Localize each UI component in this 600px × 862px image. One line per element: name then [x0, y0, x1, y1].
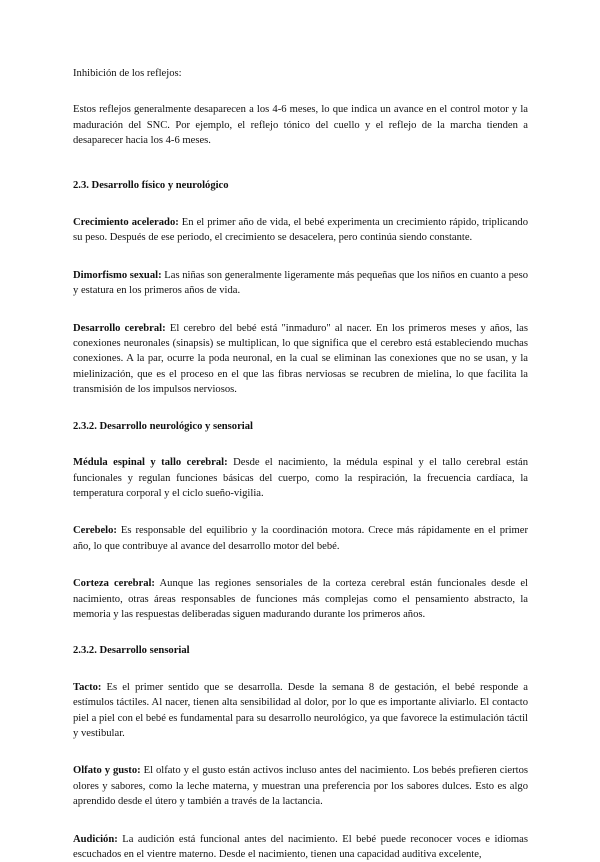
document-page: [73, 66, 528, 862]
term-crecimiento: Crecimiento acelerado:: [73, 217, 179, 229]
text-desarrollo-cerebral: El cerebro del bebé está "inmaduro" al nacer. En los primeros meses y años, las conexiones neuronales (sinapsis) se multiplican, lo que significa que el cerebro está estableciendo muchas conexiones. A la par, ocurre la poda neuronal, en la cual se eliminan las conexiones que no se usan, y la mielinización, que es el proceso en el que las fibras nerviosas se recubren de mielina, lo que facilita la transmisión de los impulsos nerviosos.: [73, 322, 529, 396]
paragraph-olfato: [73, 763, 528, 809]
term-dimorfismo: Dimorfismo sexual:: [73, 269, 162, 281]
term-corteza: Corteza cerebral:: [73, 578, 155, 590]
term-olfato: Olfato y gusto:: [73, 765, 141, 777]
text-olfato: El olfato y el gusto están activos incluso antes del nacimiento. Los bebés prefieren ciertos olores y sabores, como la leche materna, y muestran una preferencia por los sabores dulces. Esto es algo aprendido desde el útero y también a través de la lactancia.: [73, 765, 528, 808]
term-audicion: Audición:: [73, 833, 118, 845]
term-desarrollo-cerebral: Desarrollo cerebral:: [73, 322, 166, 334]
text-dimorfismo: Las niñas son generalmente ligeramente más pequeñas que los niños en cuanto a peso y estatura en los primeros años de vida.: [73, 269, 528, 297]
term-tacto: Tacto:: [73, 681, 102, 693]
paragraph-cerebelo: [73, 523, 528, 554]
paragraph-audicion: [73, 832, 528, 862]
intro-label: Inhibición de los reflejos:: [73, 68, 182, 79]
paragraph-tacto: [73, 680, 528, 742]
paragraph-crecimiento: [73, 215, 528, 246]
paragraph-desarrollo-cerebral: [73, 321, 528, 398]
paragraph-corteza: [73, 576, 528, 622]
text-corteza: Aunque las regiones sensoriales de la corteza cerebral están funcionales desde el nacimiento, otras áreas responsables de funciones más complejas como el pensamiento abstracto, la memoria y las respuestas deliberadas siguen madurando durante los primeros años.: [73, 578, 528, 620]
paragraph-dimorfismo: [73, 268, 528, 299]
section-heading-neuro: 2.3.2. Desarrollo neurológico y sensorial: [73, 420, 253, 432]
term-cerebelo: Cerebelo:: [73, 525, 117, 537]
intro-paragraph: Estos reflejos generalmente desaparecen a los 4-6 meses, lo que indica un avance en el control motor y la maduración del SNC. Por ejemplo, el reflejo tónico del cuello y el reflejo de la marcha tienden a desaparecer hacia los 4-6 meses.: [73, 104, 528, 147]
section-heading-sensory: 2.3.2. Desarrollo sensorial: [73, 645, 190, 657]
term-medula: Médula espinal y tallo cerebral:: [73, 457, 228, 469]
text-audicion: La audición está funcional antes del nacimiento. El bebé puede reconocer voces e idiomas escuchados en el vientre materno. Desde el nacimiento, tienen una capacidad auditiva excelente,: [73, 833, 528, 860]
section-heading-physical: 2.3. Desarrollo físico y neurológico: [73, 179, 229, 191]
text-cerebelo: Es responsable del equilibrio y la coordinación motora. Crece más rápidamente en el primer año, lo que contribuye al avance del desarrollo motor del bebé.: [73, 525, 528, 552]
text-medula: Desde el nacimiento, la médula espinal y el tallo cerebral están funcionales y regulan funciones básicas del cuerpo, como la respiración, la frecuencia cardíaca, la temperatura corporal y el ciclo sueño-vigilia.: [73, 457, 528, 499]
paragraph-medula: [73, 455, 528, 501]
text-crecimiento: En el primer año de vida, el bebé experimenta un crecimiento rápido, triplicando su peso. Después de ese periodo, el crecimiento se desacelera, pero continúa siendo constante.: [73, 217, 528, 244]
text-tacto: Es el primer sentido que se desarrolla. Desde la semana 8 de gestación, el bebé responde a estímulos táctiles. Al nacer, tienen alta sensibilidad al dolor, por lo que es importante aliviarlo. El contacto piel a piel con el bebé es fundamental para su desarrollo neurológico, ya que favorece la estimulación táctil y vestibular.: [73, 681, 528, 739]
